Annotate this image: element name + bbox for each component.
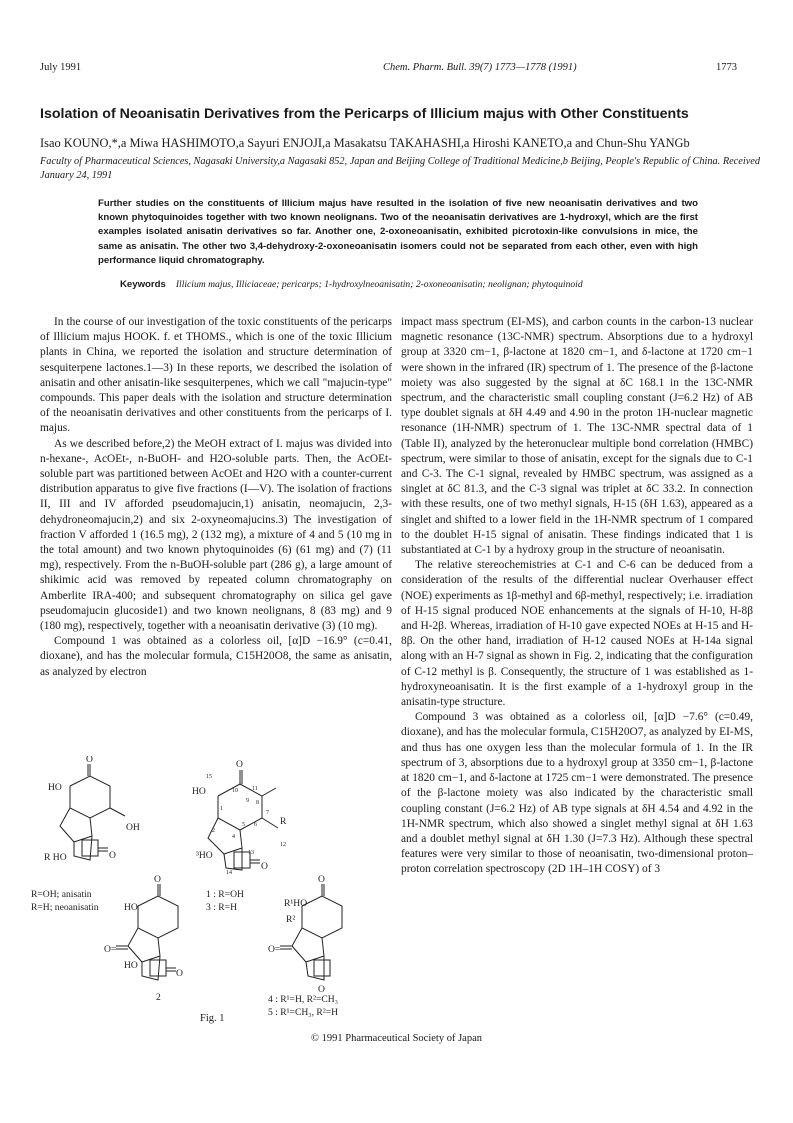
legend-compound-5: 5 : R¹=CH₃, R²=H [268, 1007, 339, 1018]
right-paragraph-3: Compound 3 was obtained as a colorless oil, [α]D −7.6° (c=0.49, dioxane), and has the molecular formula, C15H20O7, as analyzed by EI-MS, and thus has one oxygen less than the molecular formula of 1. In the IR spectrum of 3, absorptions due to a hydroxyl group at 3350 cm−1, β-lactone at 1820 cm−1, and δ-lactone at 1725 cm−1 were demonstrated. The presence of the β-lactone moiety was also indicated by the characteristic small coupling constant (J=6.2 Hz) of AB type signals at δH 4.54 and 4.92 in the 1H-NMR spectrum, which also showed a singlet methyl signal at δH 1.63 and a doublet methyl signal at δH 1.30 (J=7.3 Hz). Although these spectral features were very similar to those of neoanisatin, two-dimensional proton–proton correlation spectroscopy (2D 1H–1H COSY) of 3 [401, 711, 753, 876]
label-rho-a: R HO [44, 852, 67, 863]
left-column [40, 315, 392, 680]
label-3ho-b: ³HO [196, 850, 213, 861]
copyright-footer: © 1991 Pharmaceutical Society of Japan [311, 1033, 482, 1044]
label-r2-d: R² [286, 914, 296, 925]
label-o-b: O [236, 759, 243, 770]
label-n10: 10 [232, 788, 238, 794]
legend-anisatin: R=OH; anisatin [31, 889, 92, 900]
paper-affiliation: Faculty of Pharmaceutical Sciences, Nagasaki University,a Nagasaki 852, Japan and Beijing College of Traditional Medicine,b Beijing, People's Republic of China. Received January 24, 1991 [40, 156, 760, 182]
legend-compound-4: 4 : R¹=H, R²=CH₃ [268, 994, 339, 1005]
label-oh-a: OH [126, 822, 140, 833]
paper-abstract: Further studies on the constituents of Illicium majus have resulted in the isolation of five new neoanisatin derivatives and two known phytoquinoides together with two known neolignans. Two of the neoanisatin derivatives are 1-hydroxyl, which are the first examples isolated anisatin derivatives so far. Another one, 2-oxoneoanisatin, exhibited picrotoxin-like convulsions in mice, the same as anisatin. The other two 3,4-dehydroxy-2-oxoneoanisatin isomers could not be separated from each other, even with high performance liquid chromatography. [98, 198, 698, 266]
label-r1ho-d: R¹HO [284, 898, 308, 909]
label-ho-c: HO [124, 902, 138, 913]
structure-anisatin [60, 764, 125, 860]
label-n7: 7 [266, 810, 269, 816]
keywords-label: Keywords [120, 279, 166, 290]
header-journal: Chem. Pharm. Bull. 39(7) 1773—1778 (1991) [383, 62, 577, 73]
label-r-b: R [280, 816, 287, 827]
label-n8: 8 [256, 800, 259, 806]
keywords-line [120, 279, 760, 290]
label-oeq-c: O= [104, 944, 117, 955]
header-date: July 1991 [40, 62, 82, 73]
header-page-number: 1773 [716, 62, 737, 73]
keywords-list: Illicium majus, Illiciaceae; pericarps; 1-hydroxylneoanisatin; 2-oxoneoanisatin; neolignan; phytoquinoid [175, 279, 583, 290]
label-o-d: O [318, 874, 325, 885]
left-paragraph-2: As we described before,2) the MeOH extract of I. majus was divided into n-hexane-, AcOEt-, n-BuOH- and H2O-soluble parts. Then, the AcOEt-soluble part was partitioned between AcOEt and H2O with a counter-current distribution apparatus to give five fractions (I—V). The isolation of fractions II, III and IV afforded pseudomajucin,1) anisatin, neomajucin, 2,3-dehydroneomajucin,2) and six 2-oxyneomajucins.3) The investigation of fraction V afforded 1 (16.5 mg), 2 (132 mg), a mixture of 4 and 5 (10 mg in the total amount) and two known phytoquinoides (6) (61 mg) and (7) (11 mg), respectively. From the n-BuOH-soluble part (286 g), a large amount of shikimic acid was removed by repeated column chromatography on Amberlite IRA-400; and subsequent chromatography on silica gel gave pseudomajucin glucoside1) and two known neolignans, 8 (83 mg) and 9 (180 mg), respectively, together with a neoanisatin derivative (3) (10 mg). [40, 437, 392, 633]
label-ho-c2: HO [124, 960, 138, 971]
label-ho-b: HO [192, 786, 206, 797]
label-ho-a: HO [48, 782, 62, 793]
legend-neoanisatin: R=H; neoanisatin [31, 902, 99, 913]
label-n15: 15 [206, 774, 212, 780]
figure-caption: Fig. 1 [200, 1013, 225, 1024]
label-n9: 9 [246, 798, 249, 804]
label-o-c: O [154, 874, 161, 885]
label-n12: 12 [280, 842, 286, 848]
label-o-a2: O [109, 850, 116, 861]
right-column [401, 315, 753, 878]
label-n13: 13 [248, 850, 254, 856]
label-n6: 6 [254, 822, 257, 828]
label-o-b2: O [261, 861, 268, 872]
paper-authors: Isao KOUNO,*,a Miwa HASHIMOTO,a Sayuri ENJOJI,a Masakatsu TAKAHASHI,a Hiroshi KANETO,a and Chun-Shu YANGb [40, 136, 690, 150]
structure-1-3 [208, 770, 278, 870]
left-paragraph-1: In the course of our investigation of the toxic constituents of the pericarps of Illicium majus HOOK. f. et THOMS., which is one of the toxic Illicium plants in China, we reported the isolation and structure determination of sesquiterpene lactones.1—3) In these reports, we described the isolation of anisatin and other anisatin-like sesquiterpenes, which we call "majucin-type" compounds. This paper deals with the isolation and structure determination of the neoanisatin derivatives and other constituents from the pericarps of I. majus. [40, 316, 392, 435]
legend-compound-1: 1 : R=OH [206, 889, 244, 900]
paper-title: Isolation of Neoanisatin Derivatives from the Pericarps of Illicium majus with Other Constituents [40, 106, 689, 122]
label-n2: 2 [212, 828, 215, 834]
label-oeq-d: O= [268, 944, 281, 955]
label-n11: 11 [252, 786, 258, 792]
left-paragraph-3: Compound 1 was obtained as a colorless oil, [α]D −16.9° (c=0.41, dioxane), and has the molecular formula, C15H20O8, the same as anisatin, as analyzed by electron [40, 635, 392, 678]
legend-compound-3: 3 : R=H [206, 902, 237, 913]
right-paragraph-1: impact mass spectrum (EI-MS), and carbon counts in the carbon-13 nuclear magnetic resonance (13C-NMR) spectrum. Absorptions due to a hydroxyl group at 3320 cm−1, β-lactone at 1820 cm−1, and δ-lactone at 1720 cm−1 were shown in the infrared (IR) spectrum of 1. The presence of the β-lactone moiety was also suggested by the signal at δC 168.1 in the 13C-NMR spectrum, and the characteristic small coupling constant (J=6.2 Hz) of AB type doublet signals at δH 4.49 and 4.90 in the proton 1H-nuclear magnetic resonance (1H-NMR) spectrum of 1. The 13C-NMR spectral data of 1 (Table II), analyzed by the heteronuclear multiple bond correlation (HMBC) spectrum, were similar to those of anisatin, except for the signals due to C-1 and C-3. The C-1 signal, revealed by HMBC spectrum, was assigned as a singlet at δC 81.3, and the C-3 signal was triplet at δC 33.2. In connection with these results, one of two methyl signals, H-15 (δH 1.63), appeared as a singlet and shifted to a lower field in the 1H-NMR spectrum of 1 compared to the doublet H-15 signal of anisatin. These findings indicated that 1 is substantiated at C-1 by a hydroxy group in the structure of neoanisatin. [401, 316, 753, 557]
label-n4: 4 [232, 834, 235, 840]
label-n14: 14 [226, 870, 232, 876]
label-n5: 5 [242, 822, 245, 828]
figure-1-structures [30, 756, 395, 1018]
legend-compound-2: 2 [156, 992, 161, 1003]
label-n1: 1 [220, 806, 223, 812]
label-o-d2: O [318, 984, 325, 995]
label-o-a: O [86, 756, 93, 765]
right-paragraph-2: The relative stereochemistries at C-1 and C-6 can be deduced from a consideration of the results of the differential nuclear Overhauser effect (NOE) experiments as 1β-methyl and 6β-methyl, respectively; i.e. irradiation of H-15 signal produced NOE enhancements at the signals of H-10, H-8β and H-2β. Whereas, irradiation of H-10 gave expected NOEs at H-15 and H-8β. On the other hand, irradiation of H-12 caused NOEs at H-14a signal along with an H-7 signal as shown in Fig. 2, indicating that the configuration of C-12 methyl is β. Consequently, the structure of 1 was established as 1-hydroxyneoanisatin. It is the first example of a 1-hydroxyl group in the anisatin-type structure. [401, 559, 753, 709]
label-o-c2: O [176, 968, 183, 979]
